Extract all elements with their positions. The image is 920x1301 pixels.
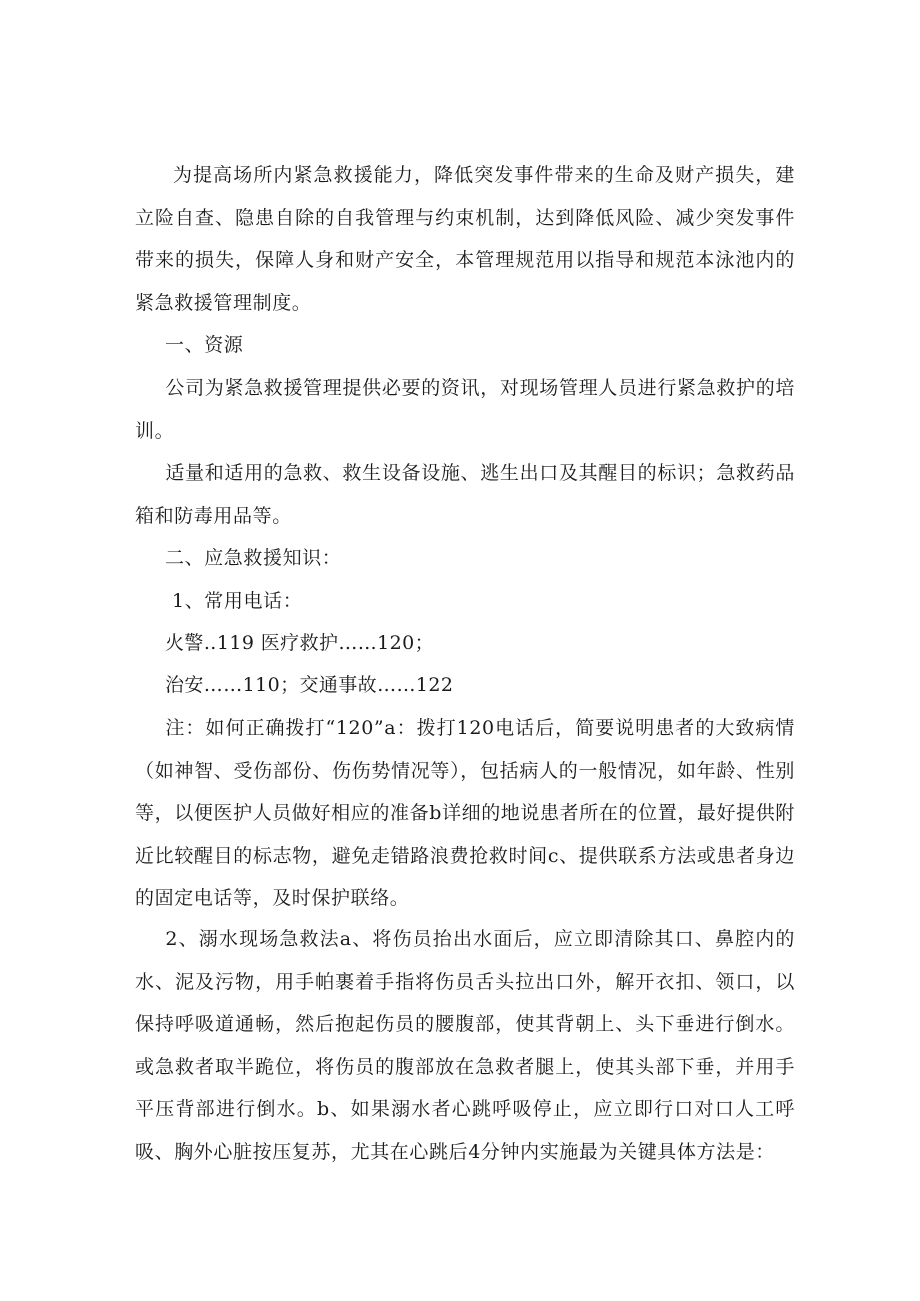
section-1-heading: 一、资源 bbox=[165, 334, 244, 356]
section-2-heading: 二、应急救援知识： bbox=[165, 547, 342, 569]
note-paragraph: 注：如何正确拨打“120”a：拨打120电话后，简要说明患者的大致病情（如神智、受伤部份、伤伤势情况等），包括病人的一般情况，如年龄、性别等，以便医护人员做好相应的准备b详细的地说患者所在的位置，最好提供附近比较醒目的标志物，避免走错路浪费抢救时间c、提供联系方法或患者身边的固定电话等，及时保护联络。 bbox=[135, 717, 795, 909]
phone-line-1: 火警‥119 医疗救护……120； bbox=[165, 632, 435, 654]
section-1-paragraph-2: 适量和适用的急救、救生设备设施、逃生出口及其醒目的标识；急救药品箱和防毒用品等。 bbox=[135, 462, 795, 527]
section-1-paragraph-1: 公司为紧急救援管理提供必要的资讯，对现场管理人员进行紧急救护的培训。 bbox=[135, 377, 795, 442]
intro-paragraph: 为提高场所内紧急救援能力，降低突发事件带来的生命及财产损失，建立险自查、隐患自除的自我管理与约束机制，达到降低风险、减少突发事件带来的损失，保障人身和财产安全，本管理规范用以指导和规范本泳池内的紧急救援管理制度。 bbox=[135, 164, 795, 314]
phone-line-2: 治安……110；交通事故……122 bbox=[165, 674, 454, 696]
item-2-paragraph: 2、溺水现场急救法a、将伤员抬出水面后，应立即清除其口、鼻腔内的水、泥及污物，用手帕裹着手指将伤员舌头拉出口外，解开衣扣、领口，以保持呼吸道通畅，然后抱起伤员的腰腹部，使其背朝上、头下垂进行倒水。或急救者取半跪位，将伤员的腹部放在急救者腿上，使其头部下垂，并用手平压背部进行倒水。b、如果溺水者心跳呼吸停止，应立即行口对口人工呼吸、胸外心脏按压复苏，尤其在心跳后4分钟内实施最为关键具体方法是： bbox=[135, 928, 795, 1163]
item-1-heading: 1、常用电话： bbox=[172, 590, 303, 612]
